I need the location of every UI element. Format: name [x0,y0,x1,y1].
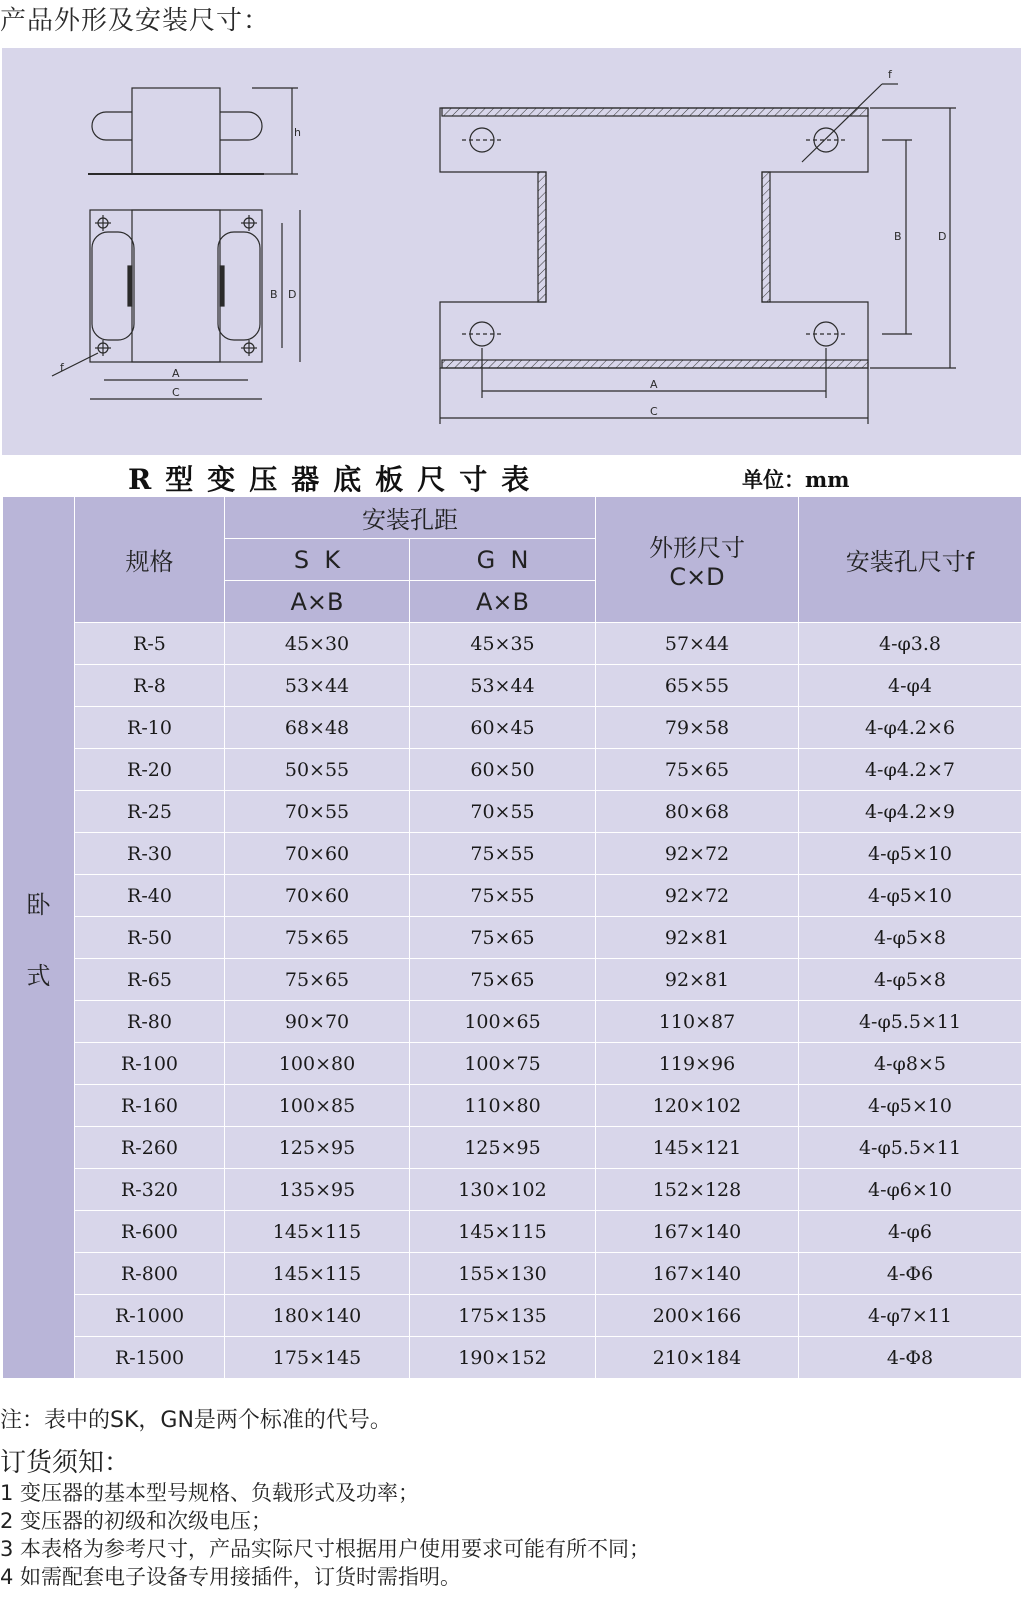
cell-f: 4-φ8×5 [799,1043,1022,1085]
cell-gn: 60×50 [410,749,596,791]
label-h: h [294,126,301,139]
label-c-right: C [650,405,658,418]
cell-gn: 75×55 [410,833,596,875]
cell-gn: 190×152 [410,1337,596,1379]
cell-model: R-8 [75,665,225,707]
cell-sk: 53×44 [225,665,410,707]
cell-f: 4-Φ8 [799,1337,1022,1379]
cell-sk: 50×55 [225,749,410,791]
cell-model: R-30 [75,833,225,875]
page-heading: 产品外形及安装尺寸： [0,6,271,36]
label-a-left: A [172,367,180,380]
table-row [3,1211,1022,1253]
cell-cd: 92×72 [596,875,799,917]
cell-f: 4-φ5×10 [799,833,1022,875]
table-row [3,1043,1022,1085]
cell-sk: 70×60 [225,875,410,917]
order-item-3: 3 本表格为参考尺寸，产品实际尺寸根据用户使用要求可能有所不同； [0,1537,651,1561]
header-axb-gn: A×B [410,581,596,623]
header-hole-spacing: 安装孔距 [225,497,596,539]
order-notice-title: 订货须知： [0,1448,131,1478]
table-row [3,1295,1022,1337]
cell-cd: 57×44 [596,623,799,665]
table-row [3,791,1022,833]
table-row [3,1169,1022,1211]
bracket-plan [440,84,956,424]
cell-gn: 125×95 [410,1127,596,1169]
table-row [3,623,1022,665]
side-char-1: 卧 [26,890,51,919]
table-row [3,1001,1022,1043]
cell-cd: 120×102 [596,1085,799,1127]
spec-table [2,496,1022,1379]
cell-model: R-1500 [75,1337,225,1379]
cell-gn: 45×35 [410,623,596,665]
cell-cd: 80×68 [596,791,799,833]
cell-sk: 100×85 [225,1085,410,1127]
orientation-label [3,497,75,1379]
cell-cd: 210×184 [596,1337,799,1379]
cell-model: R-1000 [75,1295,225,1337]
table-title: R型变压器底板尺寸表 [128,463,544,496]
cell-f: 4-φ5×10 [799,1085,1022,1127]
cell-model: R-80 [75,1001,225,1043]
cell-f: 4-φ5×8 [799,959,1022,1001]
side-char-2: 式 [26,961,51,990]
label-b-left: B [270,288,278,301]
label-d-left: D [288,288,297,301]
table-row [3,1127,1022,1169]
cell-model: R-160 [75,1085,225,1127]
header-outer-line1: 外形尺寸 [649,534,745,562]
unit-label: 单位：mm [742,467,850,492]
label-f-left: f [60,361,64,374]
cell-sk: 75×65 [225,959,410,1001]
cell-model: R-40 [75,875,225,917]
label-d-right: D [938,230,947,243]
table-row [3,959,1022,1001]
cell-model: R-25 [75,791,225,833]
cell-f: 4-φ5×8 [799,917,1022,959]
header-spec: 规格 [75,497,225,623]
cell-sk: 68×48 [225,707,410,749]
table-row [3,1337,1022,1379]
cell-f: 4-φ4.2×7 [799,749,1022,791]
header-sk: S K [225,539,410,581]
cell-gn: 70×55 [410,791,596,833]
cell-gn: 155×130 [410,1253,596,1295]
header-outer-line2: C×D [669,563,725,591]
notes-section [0,1403,1023,1591]
dimension-diagram [2,48,1021,455]
dimension-drawing [2,48,1021,455]
header-outer-size [596,497,799,623]
cell-model: R-600 [75,1211,225,1253]
cell-gn: 100×65 [410,1001,596,1043]
label-b-right: B [894,230,902,243]
cell-f: 4-φ6 [799,1211,1022,1253]
table-row [3,707,1022,749]
label-f-right: f [888,68,892,81]
cell-f: 4-φ5×10 [799,875,1022,917]
table-row [3,665,1022,707]
cell-sk: 70×55 [225,791,410,833]
cell-gn: 60×45 [410,707,596,749]
table-row [3,875,1022,917]
cell-gn: 75×65 [410,959,596,1001]
cell-cd: 75×65 [596,749,799,791]
cell-sk: 100×80 [225,1043,410,1085]
cell-sk: 180×140 [225,1295,410,1337]
cell-cd: 110×87 [596,1001,799,1043]
order-item-4: 4 如需配套电子设备专用接插件，订货时需指明。 [0,1565,462,1589]
cell-f: 4-φ5.5×11 [799,1001,1022,1043]
table-row [3,749,1022,791]
cell-gn: 100×75 [410,1043,596,1085]
cell-cd: 145×121 [596,1127,799,1169]
cell-model: R-800 [75,1253,225,1295]
cell-f: 4-Φ6 [799,1253,1022,1295]
cell-f: 4-φ4.2×9 [799,791,1022,833]
table-row [3,833,1022,875]
order-item-2: 2 变压器的初级和次级电压； [0,1509,273,1533]
cell-model: R-65 [75,959,225,1001]
side-view-sketch [88,88,298,174]
cell-f: 4-φ3.8 [799,623,1022,665]
cell-sk: 175×145 [225,1337,410,1379]
cell-gn: 145×115 [410,1211,596,1253]
label-a-right: A [650,378,658,391]
cell-cd: 119×96 [596,1043,799,1085]
cell-gn: 75×55 [410,875,596,917]
cell-cd: 65×55 [596,665,799,707]
cell-sk: 70×60 [225,833,410,875]
cell-sk: 145×115 [225,1211,410,1253]
cell-gn: 130×102 [410,1169,596,1211]
cell-model: R-100 [75,1043,225,1085]
cell-cd: 167×140 [596,1211,799,1253]
cell-cd: 152×128 [596,1169,799,1211]
cell-model: R-10 [75,707,225,749]
cell-cd: 167×140 [596,1253,799,1295]
cell-sk: 45×30 [225,623,410,665]
table-row [3,917,1022,959]
cell-cd: 92×72 [596,833,799,875]
order-item-1: 1 变压器的基本型号规格、负载形式及功率； [0,1481,420,1505]
cell-gn: 110×80 [410,1085,596,1127]
table-row [3,1085,1022,1127]
cell-f: 4-φ4.2×6 [799,707,1022,749]
label-c-left: C [172,386,180,399]
cell-gn: 75×65 [410,917,596,959]
table-note: 注：表中的SK，GN是两个标准的代号。 [0,1408,392,1433]
cell-f: 4-φ4 [799,665,1022,707]
cell-model: R-50 [75,917,225,959]
cell-sk: 135×95 [225,1169,410,1211]
cell-f: 4-φ5.5×11 [799,1127,1022,1169]
cell-model: R-5 [75,623,225,665]
header-hole-size: 安装孔尺寸f [799,497,1022,623]
cell-sk: 90×70 [225,1001,410,1043]
header-gn: G N [410,539,596,581]
cell-model: R-320 [75,1169,225,1211]
cell-cd: 92×81 [596,959,799,1001]
header-axb-sk: A×B [225,581,410,623]
table-title-row [0,456,1023,496]
cell-sk: 75×65 [225,917,410,959]
table-row [3,1253,1022,1295]
cell-f: 4-φ7×11 [799,1295,1022,1337]
cell-model: R-260 [75,1127,225,1169]
cell-cd: 79×58 [596,707,799,749]
cell-gn: 175×135 [410,1295,596,1337]
cell-sk: 145×115 [225,1253,410,1295]
cell-f: 4-φ6×10 [799,1169,1022,1211]
cell-sk: 125×95 [225,1127,410,1169]
cell-gn: 53×44 [410,665,596,707]
cell-model: R-20 [75,749,225,791]
cell-cd: 200×166 [596,1295,799,1337]
cell-cd: 92×81 [596,917,799,959]
